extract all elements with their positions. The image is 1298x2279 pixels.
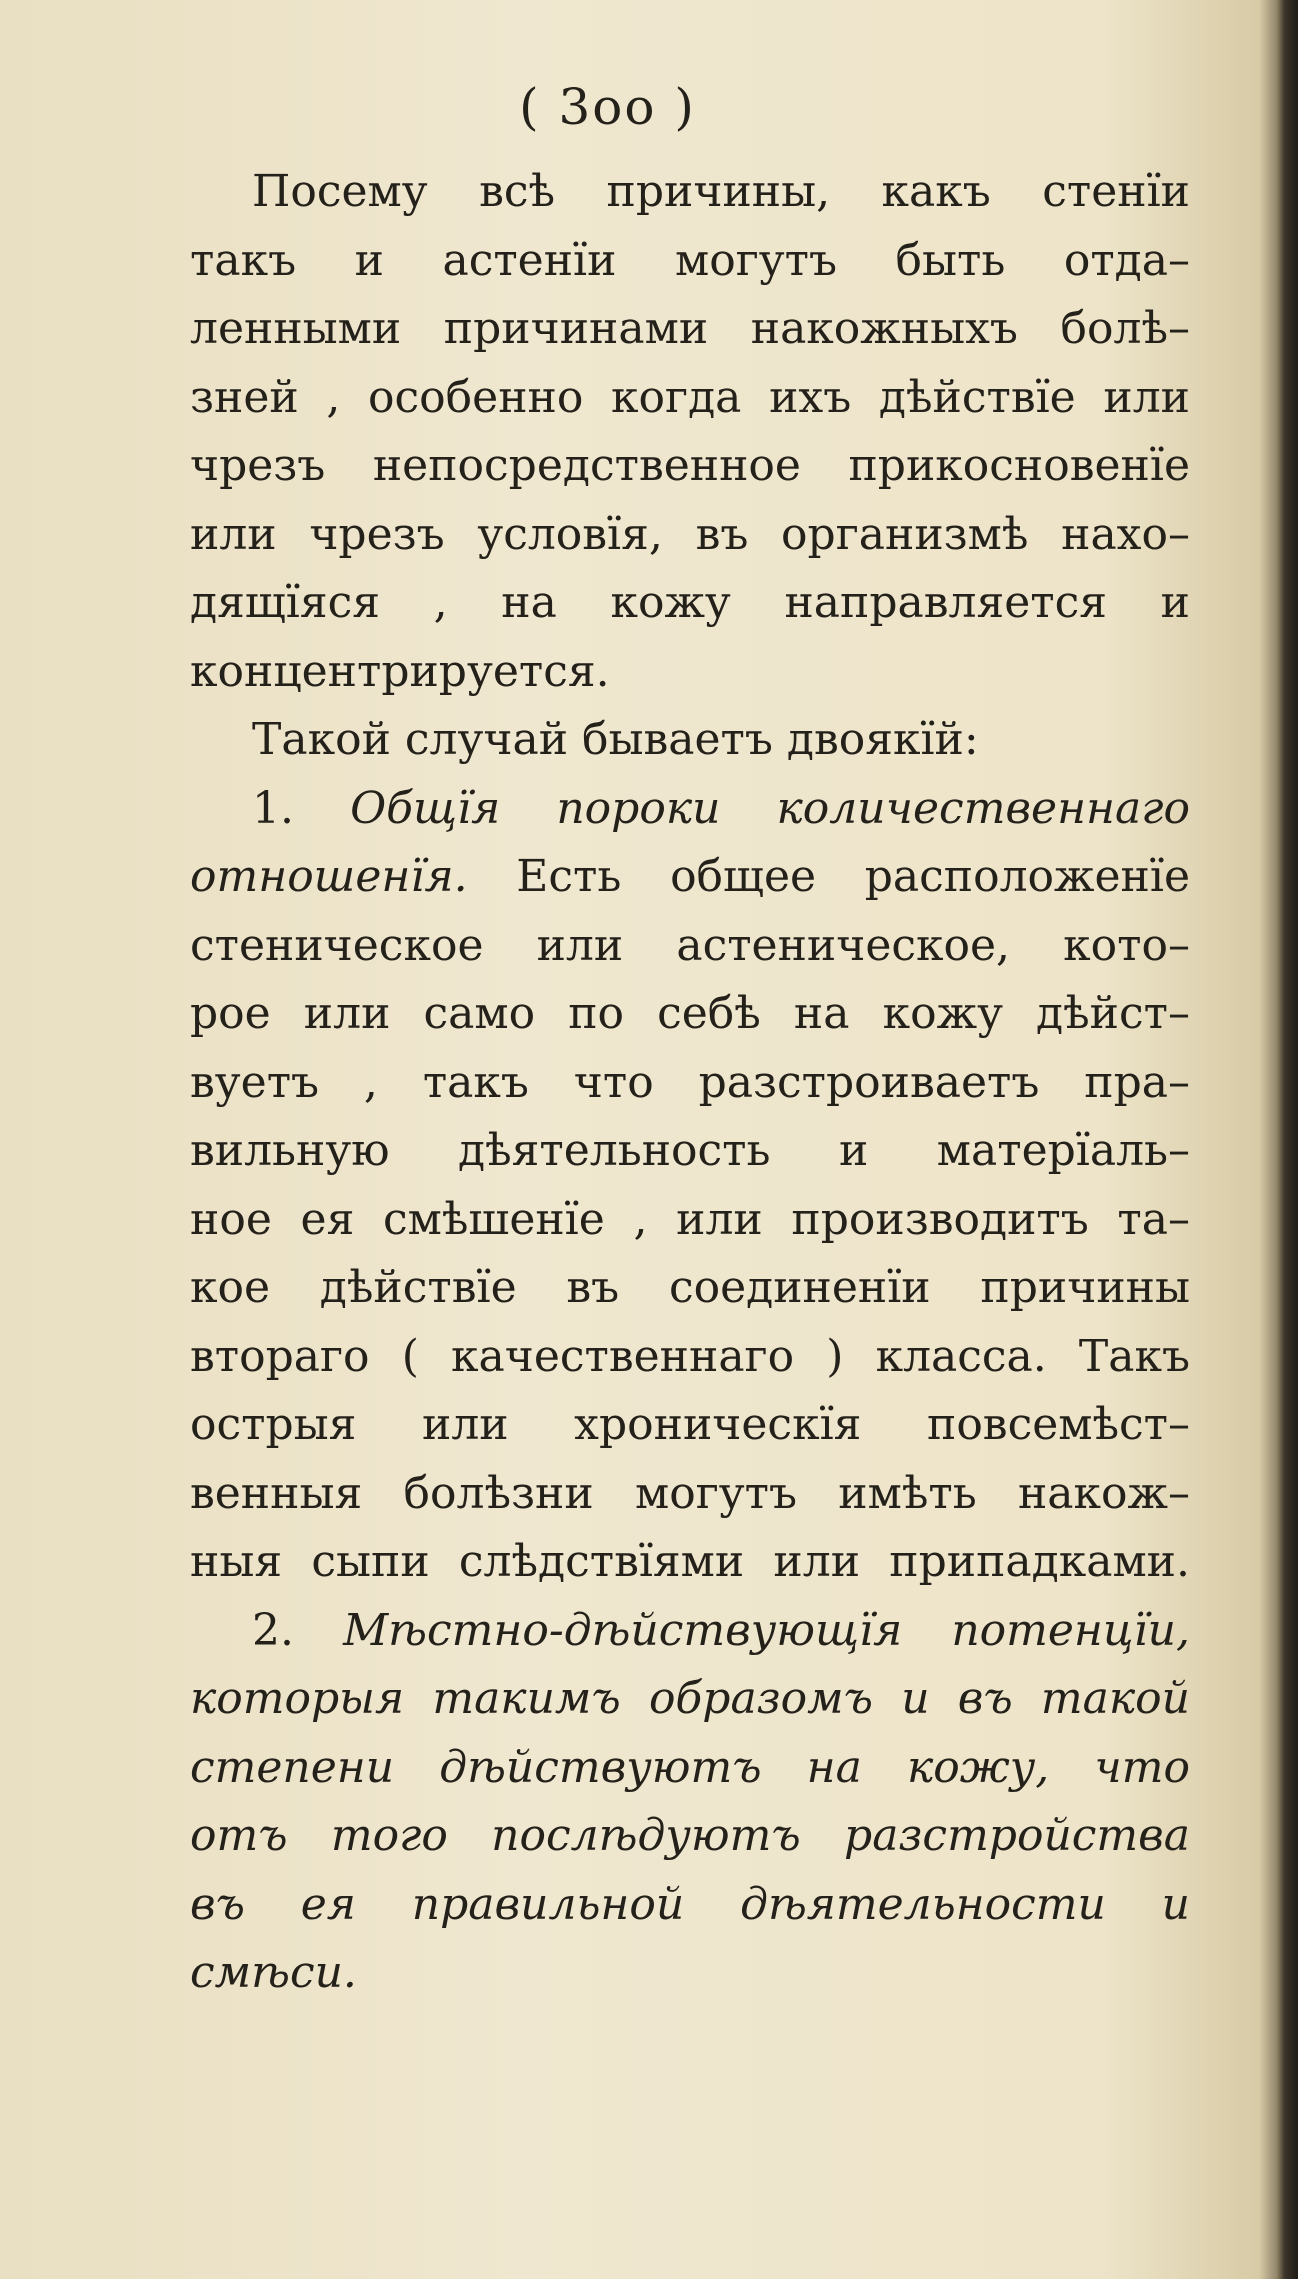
text-line: Такой случай бываетъ двоякїй: <box>252 714 979 765</box>
page-text <box>190 158 1190 2008</box>
item-heading-text: Общїя пороки количественнаго <box>350 782 1190 834</box>
text-line: ное ея смѣшенїе , или производитъ та– <box>190 1193 1190 1245</box>
item-1-heading-cont <box>190 843 1190 912</box>
text-line: въ ея правильной дѣятельности и <box>190 1878 1190 1930</box>
text-fragment: Есть общее расположенїе <box>516 851 1190 902</box>
text-line: Посему всѣ причины, какъ стенїи <box>252 166 1190 217</box>
page-number: ( 3oo ) <box>519 78 696 136</box>
text-line: зней , особенно когда ихъ дѣйствїе или <box>190 371 1190 423</box>
text-line: концентрируется. <box>190 645 610 697</box>
item-heading-text: Мѣстно-дѣйствующїя потенцїи, <box>343 1604 1190 1656</box>
page-edge <box>1276 0 1298 2279</box>
text-line: вуетъ , такъ что разстроиваетъ пра– <box>190 1056 1190 1108</box>
text-line: втораго ( качественнаго ) класса. Такъ <box>190 1330 1190 1382</box>
text-line: вильную дѣятельность и матерїаль– <box>190 1125 1190 1176</box>
item-1-heading <box>190 775 1190 844</box>
text-line: чрезъ непосредственное прикосновенїе <box>190 440 1190 491</box>
text-line: острыя или хроническїя повсемѣст– <box>190 1399 1190 1450</box>
item-2-heading <box>190 1597 1190 1666</box>
item-number: 1. <box>252 782 294 834</box>
text-line: кое дѣйствїе въ соединенїи причины <box>190 1262 1190 1313</box>
item-number: 2. <box>252 1604 294 1656</box>
text-line: отъ того послѣдуютъ разстройства <box>190 1810 1190 1861</box>
text-line: дящїяся , на кожу направляется и <box>190 577 1190 628</box>
text-line: смѣси. <box>190 1947 357 1998</box>
item-heading-text: отношенїя. <box>190 851 468 902</box>
text-line: ленными причинами накожныхъ болѣ– <box>190 303 1190 354</box>
text-line: или чрезъ условїя, въ организмѣ нахо– <box>190 508 1190 560</box>
text-line: венныя болѣзни могутъ имѣть накож– <box>190 1467 1190 1519</box>
text-line: такъ и астенїи могутъ быть отда– <box>190 234 1190 286</box>
text-line: ныя сыпи слѣдствїями или припадками. <box>190 1536 1190 1587</box>
text-line: степени дѣйствуютъ на кожу, что <box>190 1741 1190 1793</box>
text-line: рое или само по себѣ на кожу дѣйст– <box>190 988 1190 1039</box>
text-line: стеническое или астеническое, кото– <box>190 919 1190 971</box>
text-line: которыя такимъ образомъ и въ такой <box>190 1673 1190 1724</box>
